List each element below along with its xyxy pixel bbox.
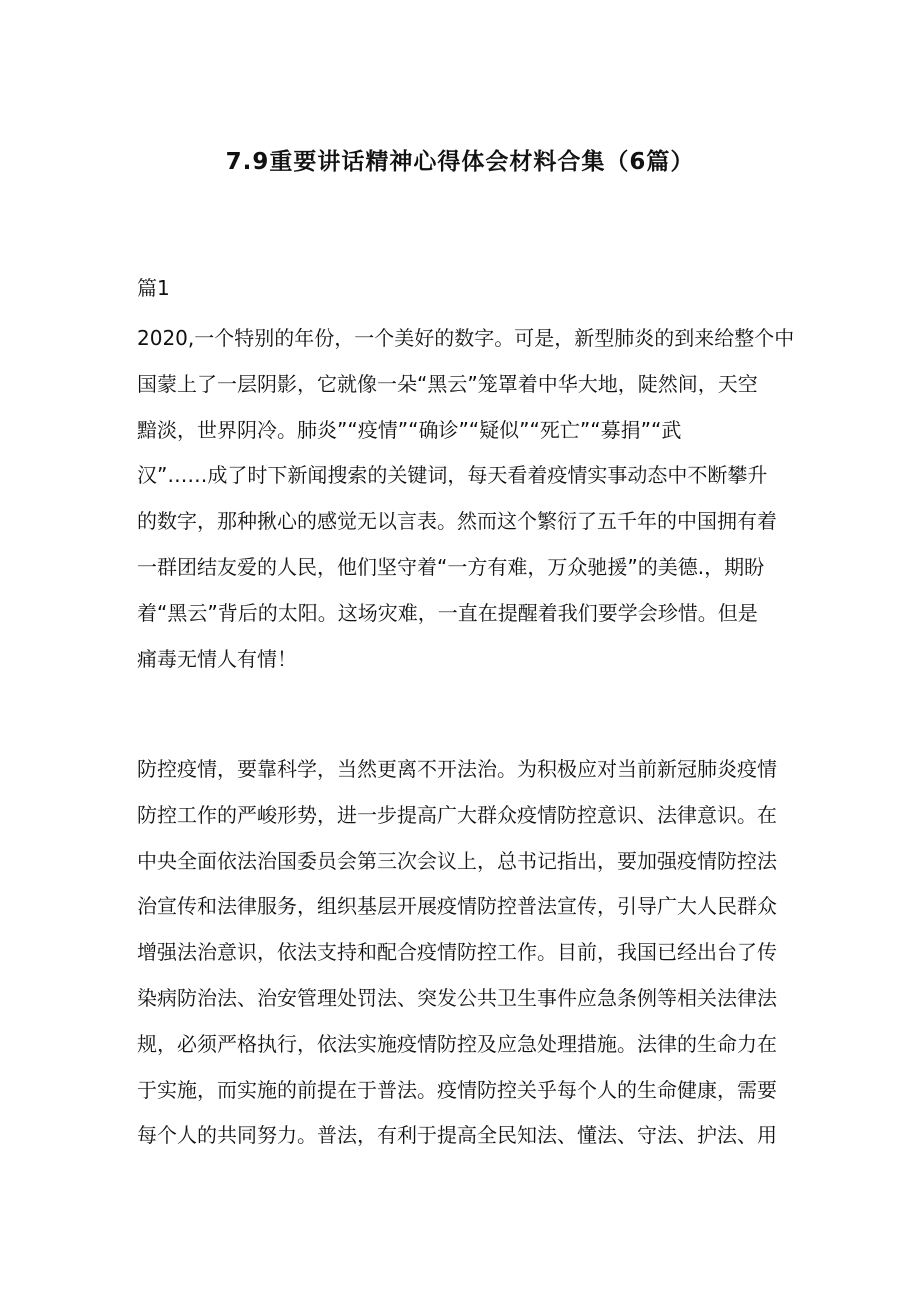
paragraph-line: 增强法治意识，依法支持和配合疫情防控工作。目前，我国已经出台了传 <box>137 940 777 965</box>
paragraph-line: 的数字，那种揪心的感觉无以言表。然而这个繁衍了五千年的中国拥有着 <box>137 509 777 534</box>
paragraph-line: 一群团结友爱的人民，他们坚守着“一方有难，万众驰援”的美德.，期盼 <box>137 554 765 579</box>
paragraph-line: 每个人的共同努力。普法，有利于提高全民知法、懂法、守法、护法、用 <box>137 1123 777 1148</box>
paragraph-line: 2020,一个特别的年份，一个美好的数字。可是，新型肺炎的到来给整个中 <box>137 326 795 350</box>
paragraph-line: 规，必须严格执行，依法实施疫情防控及应急处理措施。法律的生命力在 <box>137 1031 777 1056</box>
paragraph-line: 防控疫情，要靠科学，当然更离不开法治。为积极应对当前新冠肺炎疫情 <box>137 757 777 781</box>
paragraph-1 <box>137 316 797 682</box>
paragraph-line: 治宣传和法律服务，组织基层开展疫情防控普法宣传，引导广大人民群众 <box>137 894 777 919</box>
paragraph-line: 汉”……成了时下新闻搜索的关键词，每天看着疫情实事动态中不断攀升 <box>137 463 768 488</box>
section-label: 篇1 <box>137 276 170 300</box>
paragraph-line: 染病防治法、治安管理处罚法、突发公共卫生事件应急条例等相关法律法 <box>137 985 777 1010</box>
paragraph-line: 着“黑云”背后的太阳。这场灾难，一直在提醒着我们要学会珍惜。但是 <box>137 600 758 625</box>
paragraph-line: 国蒙上了一层阴影，它就像一朵“黑云”笼罩着中华大地，陡然间，天空 <box>137 371 758 396</box>
paragraph-2 <box>137 747 797 1159</box>
paragraph-line: 于实施，而实施的前提在于普法。疫情防控关乎每个人的生命健康，需要 <box>137 1077 777 1102</box>
paragraph-line: 黯淡，世界阴冷。肺炎”“疫情”“确诊”“疑似”“死亡”“募捐”“武 <box>137 417 682 442</box>
paragraph-line: 痛毒无情人有情！ <box>137 646 297 671</box>
paragraph-line: 中央全面依法治国委员会第三次会议上，总书记指出，要加强疫情防控法 <box>137 848 777 873</box>
paragraph-line: 防控工作的严峻形势，进一步提高广大群众疫情防控意识、法律意识。在 <box>137 802 777 827</box>
document-title: 7.9重要讲话精神心得体会材料合集（6篇） <box>225 149 695 175</box>
